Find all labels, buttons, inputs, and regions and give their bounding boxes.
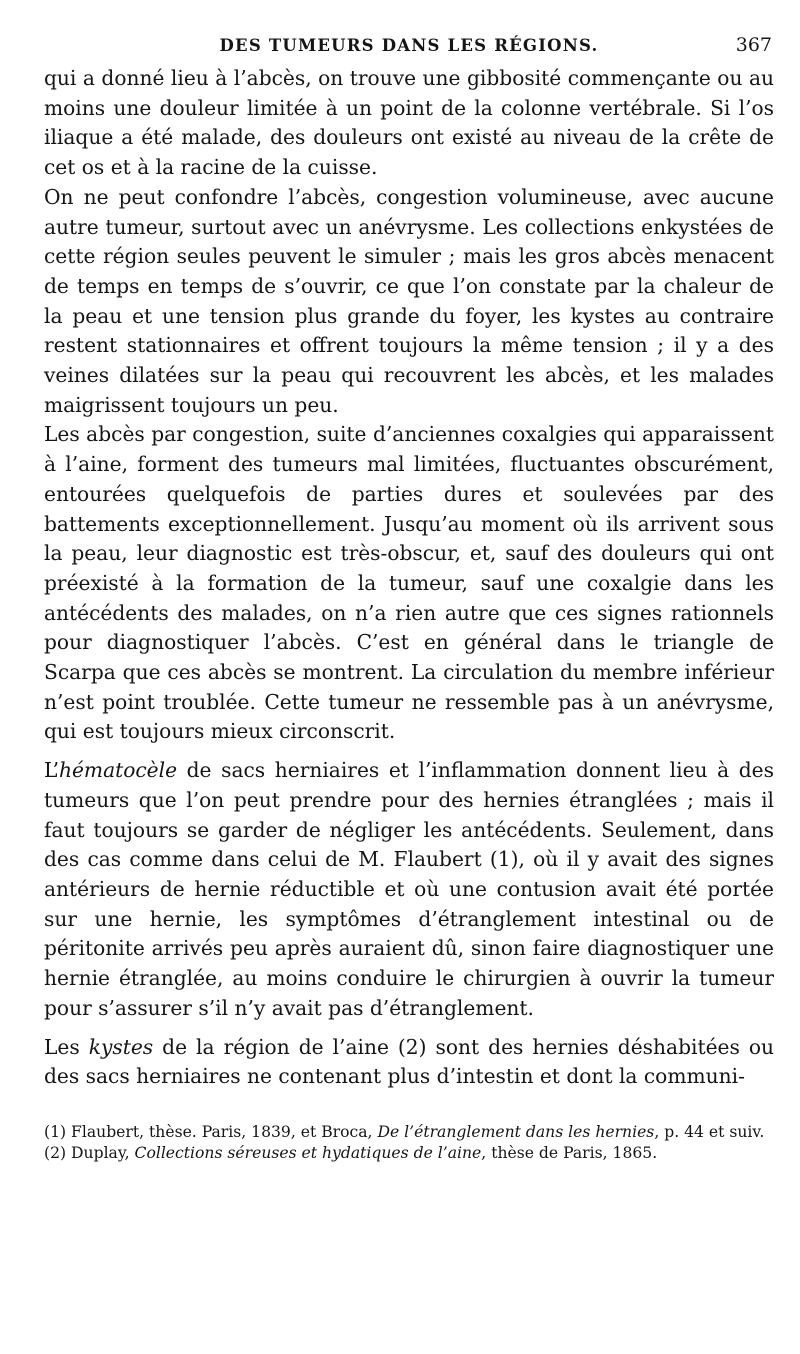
running-title: DES TUMEURS DANS LES RÉGIONS.	[219, 36, 599, 55]
text-run: Les abcès par congestion, suite d’anciennes coxalgies qui apparaissent à l’aine, forment des tumeurs mal limitées, fluctuantes obscurément, entourées quelquefois de parties dures et soulevées par des battements exceptionnellement. Jusqu’au moment où ils arrivent sous la peau, leur diagnostic est très-obscur, et, sauf des douleurs qui ont préexisté à la formation de la tumeur, sauf une coxalgie dans les antécédents des malades, on n’a rien autre que ces signes rationnels pour diagnostiquer l’abcès. C’est en général dans le triangle de Scarpa que ces abcès se montrent. La circulation du membre inférieur n’est point troublée. Cette tumeur ne ressemble pas à un anévrysme, qui est toujours mieux circonscrit.	[44, 422, 774, 744]
paragraph	[44, 1033, 774, 1092]
running-header	[44, 28, 774, 58]
italic-text: kystes	[88, 1034, 154, 1059]
footnotes	[44, 1122, 774, 1165]
body-text	[44, 64, 774, 1092]
footnote	[44, 1143, 774, 1165]
text-run: (1) Flaubert, thèse. Paris, 1839, et Broca,	[44, 1122, 378, 1141]
paragraph	[44, 420, 774, 747]
italic-text: De l’étranglement dans les hernies	[377, 1122, 655, 1141]
text-run: L’	[44, 758, 59, 783]
paragraph	[44, 183, 774, 421]
text-run: On ne peut confondre l’abcès, congestion volumineuse, avec aucune autre tumeur, surtout avec un anévrysme. Les collections enkystées de cette région seules peuvent le simuler ; mais les gros abcès menacent de temps en temps de s’ouvrir, ce que l’on constate par la chaleur de la peau et une tension plus grande du foyer, les kystes au contraire restent stationnaires et offrent toujours la même tension ; il y a des veines dilatées sur la peau qui recouvrent les abcès, et les malades maigrissent toujours un peu.	[44, 184, 774, 417]
text-run: Les	[44, 1034, 89, 1059]
text-run: , p. 44 et suiv.	[654, 1122, 765, 1141]
book-page	[44, 28, 774, 1165]
text-run: , thèse de Paris, 1865.	[481, 1144, 658, 1163]
paragraph	[44, 64, 774, 183]
italic-text: Collections séreuses et hydatiques de l’aine	[134, 1144, 482, 1163]
footnote	[44, 1122, 774, 1144]
text-run: de la région de l’aine (2) sont des hernies déshabitées ou des sacs herniaires ne contenant plus d’intestin et dont la communi-	[44, 1034, 774, 1089]
paragraph	[44, 756, 774, 1023]
text-run: (2) Duplay,	[44, 1144, 135, 1163]
text-run: qui a donné lieu à l’abcès, on trouve une gibbosité commençante ou au moins une douleur limitée à un point de la colonne vertébrale. Si l’os iliaque a été malade, des douleurs ont existé au niveau de la crête de cet os et à la racine de la cuisse.	[44, 66, 774, 180]
page-number: 367	[735, 34, 772, 56]
text-run: de sacs herniaires et l’inflammation donnent lieu à des tumeurs que l’on peut prendre pour des hernies étranglées ; mais il faut toujours se garder de négliger les antécédents. Seulement, dans des cas comme dans celui de M. Flaubert (1), où il y avait des signes antérieurs de hernie réductible et où une contusion avait été portée sur une hernie, les symptômes d’étranglement intestinal ou de péritonite arrivés peu après auraient dû, sinon faire diagnostiquer une hernie étranglée, au moins conduire le chirurgien à ouvrir la tumeur pour s’assurer s’il n’y avait pas d’étranglement.	[44, 758, 774, 1020]
italic-text: hématocèle	[58, 758, 178, 783]
